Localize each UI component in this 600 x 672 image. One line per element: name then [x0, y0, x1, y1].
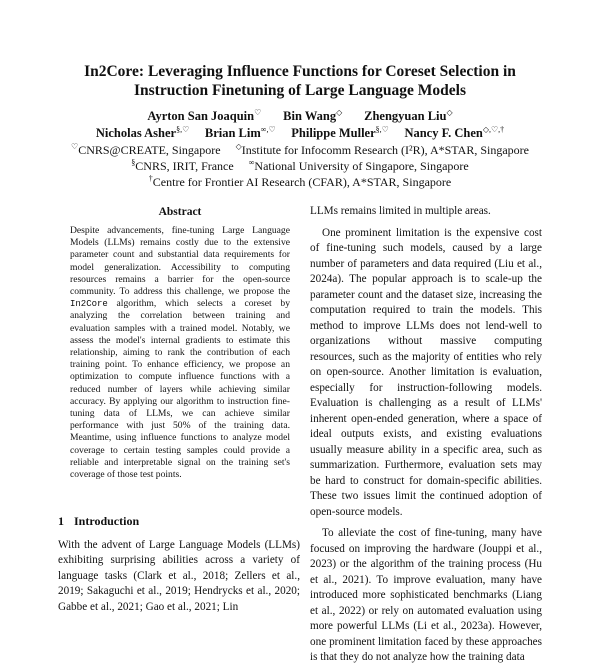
title-line-1: In2Core: Leveraging Influence Functions for Coreset Selection in [84, 63, 516, 80]
right-paragraph-2: To alleviate the cost of fine-tuning, many have focused on improving the hardware (Jouppi et al., 2023) or the algorithm of the training process (Hu et al., 2021). To improve evaluation, many have introduced more sophisticated benchmarks (Liang et al., 2022) or rely on automated evaluation using more powerful LLMs (Li et al., 2023a). However, one prominent limitation faced by these approaches is that they do not analyze how the training data [310, 527, 542, 663]
author-name: Nancy F. Chen [404, 126, 483, 140]
affiliation-text: Centre for Frontier AI Research (CFAR), A*STAR, Singapore [152, 175, 452, 189]
section-title: Introduction [74, 514, 140, 528]
author-mark: ∞,♡ [260, 124, 276, 134]
author-mark: ♡ [254, 107, 262, 117]
author-name: Zhengyuan Liu [364, 109, 447, 123]
right-paragraph-0: LLMs remains limited in multiple areas. [310, 205, 491, 217]
affiliation-mark: § [131, 158, 136, 167]
title-line-2: Instruction Finetuning of Large Language Models [134, 82, 466, 99]
abstract-code-term: In2Core [70, 299, 108, 310]
author-mark: ◇ [446, 107, 453, 117]
author-name: Philippe Muller [291, 126, 376, 140]
affiliation-mark: ◇ [235, 142, 242, 151]
author-name: Nicholas Asher [95, 126, 177, 140]
affiliation-mark: ∞ [248, 158, 255, 167]
paper-title [40, 62, 560, 100]
right-paragraph-1: One prominent limitation is the expensive cost of fine-tuning such models, caused by a large number of parameters and data required (Liu et al., 2024a). The popular approach is to scale-up the parameter count and the dataset size, increasing the computation required to train the models. This method to improve LLMs does not lend-well to organizations without massive computing resources, such as the majority of entities who rely on open-source. Another limitation is evaluation, especially for instruction-following models. Evaluation is challenging as a result of LLMs' inherent open-ended generation, where a space of ideal outputs exists, and existing evaluations usually measure ability in a specific area, such as summarization. Furthermore, evaluation sets may be hard to construct for domain-specific abilities. These two issues limit the continued adoption of open-source models. [310, 226, 542, 518]
section-heading [58, 514, 139, 529]
author-name: Brian Lim [204, 126, 261, 140]
author-list [40, 108, 560, 142]
affiliation-text: CNRS, IRIT, France [135, 159, 234, 173]
section-number: 1 [58, 514, 64, 528]
affiliation-text: Institute for Infocomm Research (I²R), A*STAR, Singapore [241, 143, 529, 157]
author-mark: ◇,♡,† [482, 124, 505, 134]
intro-paragraph: With the advent of Large Language Models (LLMs) exhibiting surprising abilities across a variety of language tasks (Clark et al., 2018; Zellers et al., 2019; Sakaguchi et al., 2019; Hendrycks et al., 2020; Gabbe et al., 2021; Gao et al., 2021; Lin [58, 539, 300, 613]
abstract-text-part-2: algorithm, which selects a coreset by analyzing the correlation between training and evaluation samples with a trained model. Notably, we assess the model's internal gradients to estimate this relationship, aiming to rank the contribution of each training point. To enhance efficiency, we propose an optimization to compute influence functions with a reduced number of layers while achieving similar accuracy. By applying our algorithm to instruction fine-tuning data of LLMs, we can achieve similar performance with just 50% of the training data. Meantime, using influence functions to analyze model coverage to certain testing samples could provide a reliable and interpretable signal on the training set's coverage of those test points. [70, 298, 290, 481]
affiliation-text: National University of Singapore, Singapore [254, 159, 469, 173]
affiliation-text: CNRS@CREATE, Singapore [78, 143, 221, 157]
affiliation-row-1 [40, 142, 560, 158]
author-mark: §,♡ [176, 124, 190, 134]
author-mark: §,♡ [375, 124, 389, 134]
right-column [310, 204, 542, 672]
author-name: Ayrton San Joaquin [147, 109, 255, 123]
author-row-1 [40, 108, 560, 125]
abstract-body [70, 225, 290, 481]
author-name: Bin Wang [283, 109, 337, 123]
abstract-heading: Abstract [158, 206, 202, 218]
affiliation-row-2 [40, 158, 560, 174]
affiliation-list [40, 142, 560, 190]
affiliation-mark: † [148, 174, 153, 183]
affiliation-row-3 [40, 174, 560, 190]
author-row-2 [40, 125, 560, 142]
abstract-text-part-1: Despite advancements, fine-tuning Large Language Models (LLMs) remains costly due to the extensive parameter count and substantial data requirements for model generalization. Accessibility to computing resources remains a barrier for the open-source community. To address this challenge, we propose the [70, 225, 290, 298]
author-mark: ◇ [336, 107, 343, 117]
affiliation-mark: ♡ [71, 142, 79, 151]
